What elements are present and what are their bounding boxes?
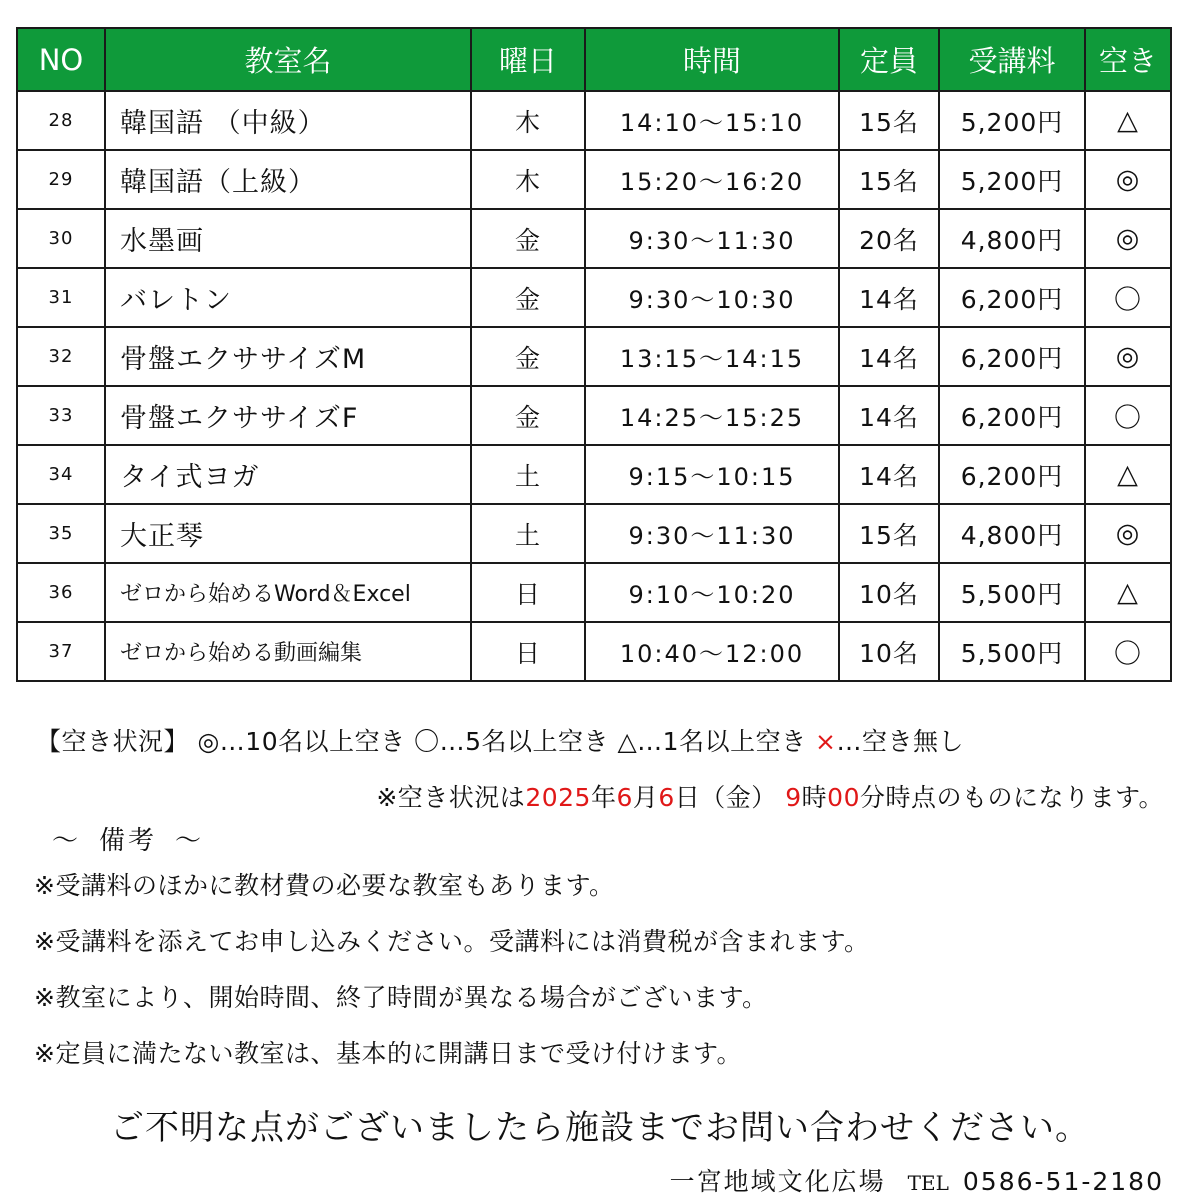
legend-few: △…1名以上空き [617,727,807,756]
availability-legend [36,722,964,758]
row-availability: 〇 [1085,268,1171,327]
row-no: 33 [17,386,105,445]
row-class-name: タイ式ヨガ [105,445,471,504]
row-day: 金 [471,327,585,386]
row-fee: 4,800円 [939,504,1085,563]
row-day: 木 [471,150,585,209]
row-fee: 6,200円 [939,386,1085,445]
row-fee: 6,200円 [939,445,1085,504]
row-class-name: 韓国語（上級） [105,150,471,209]
row-capacity: 10名 [839,622,939,681]
row-fee: 5,500円 [939,563,1085,622]
status-note-month-unit: 月 [632,783,659,812]
row-class-name: 骨盤エクササイズM [105,327,471,386]
tel-icon: TEL [907,1171,949,1195]
row-no: 29 [17,150,105,209]
row-class-name: 大正琴 [105,504,471,563]
legend-plenty: ◎…10名以上空き [197,727,406,756]
table-row [17,563,1171,622]
row-no: 28 [17,91,105,150]
row-availability: ◎ [1085,209,1171,268]
inquiry-message: ご不明な点がございましたら施設までお問い合わせください。 [110,1108,1090,1148]
table-row [17,622,1171,681]
header-fee: 受講料 [939,28,1085,91]
row-class-name: 骨盤エクササイズF [105,386,471,445]
row-capacity: 15名 [839,504,939,563]
row-fee: 5,200円 [939,91,1085,150]
row-day: 土 [471,445,585,504]
row-availability: ◎ [1085,327,1171,386]
row-time: 9:15～10:15 [585,445,839,504]
row-day: 日 [471,563,585,622]
row-time: 14:25～15:25 [585,386,839,445]
remarks-tilde-left: ～ [52,826,82,856]
status-note-minute: 00 [827,783,860,812]
row-day: 木 [471,91,585,150]
row-fee: 5,200円 [939,150,1085,209]
table-row [17,91,1171,150]
status-note-year-unit: 年 [590,783,617,812]
row-class-name: ゼロから始める動画編集 [105,622,471,681]
row-no: 30 [17,209,105,268]
row-fee: 4,800円 [939,209,1085,268]
status-note-hour: 9 [785,783,802,812]
row-capacity: 14名 [839,327,939,386]
remark-item: ※受講料を添えてお申し込みください。受講料には消費税が含まれます。 [34,927,870,956]
row-fee: 6,200円 [939,268,1085,327]
row-availability: 〇 [1085,386,1171,445]
legend-some: 〇…5名以上空き [414,727,609,756]
row-time: 15:20～16:20 [585,150,839,209]
row-no: 35 [17,504,105,563]
header-no: NO [17,28,105,91]
header-availability: 空き [1085,28,1171,91]
legend-none-mark: × [815,727,837,756]
remark-item: ※教室により、開始時間、終了時間が異なる場合がございます。 [34,983,768,1012]
row-day: 金 [471,386,585,445]
row-day: 日 [471,622,585,681]
row-capacity: 14名 [839,268,939,327]
row-no: 31 [17,268,105,327]
row-day: 金 [471,268,585,327]
remarks-tilde-right: ～ [175,826,205,856]
row-class-name: ゼロから始めるWord＆Excel [105,563,471,622]
row-no: 37 [17,622,105,681]
table-row [17,445,1171,504]
row-availability: △ [1085,91,1171,150]
remarks-heading-text: 備考 [99,826,158,856]
table-row [17,504,1171,563]
row-capacity: 15名 [839,91,939,150]
table-row [17,327,1171,386]
row-availability: ◎ [1085,150,1171,209]
row-availability: △ [1085,445,1171,504]
row-day: 金 [471,209,585,268]
facility-name: 一宮地域文化広場 [669,1167,886,1196]
row-no: 32 [17,327,105,386]
header-class-name: 教室名 [105,28,471,91]
status-note-day-unit: 日（金） [674,783,777,812]
status-as-of-note [376,778,1164,814]
row-time: 9:30～11:30 [585,504,839,563]
status-note-day: 6 [658,783,675,812]
row-no: 36 [17,563,105,622]
row-no: 34 [17,445,105,504]
status-note-hour-unit: 時 [801,783,828,812]
row-time: 9:10～10:20 [585,563,839,622]
phone-number: 0586-51-2180 [962,1167,1164,1196]
table-row [17,386,1171,445]
row-capacity: 15名 [839,150,939,209]
remarks-heading [34,820,222,857]
row-time: 13:15～14:15 [585,327,839,386]
row-availability: ◎ [1085,504,1171,563]
status-note-prefix: ※空き状況は [376,783,526,812]
table-header-row [17,28,1171,91]
row-fee: 5,500円 [939,622,1085,681]
row-capacity: 10名 [839,563,939,622]
status-note-month: 6 [616,783,633,812]
table-row [17,209,1171,268]
header-capacity: 定員 [839,28,939,91]
row-class-name: 韓国語 （中級） [105,91,471,150]
status-note-year: 2025 [525,783,591,812]
row-availability: △ [1085,563,1171,622]
header-time: 時間 [585,28,839,91]
row-time: 9:30～10:30 [585,268,839,327]
remark-item: ※受講料のほかに教材費の必要な教室もあります。 [34,871,615,900]
header-day: 曜日 [471,28,585,91]
row-capacity: 14名 [839,386,939,445]
status-note-suffix: 分時点のものになります。 [859,783,1164,812]
class-schedule-table [16,27,1172,682]
row-time: 9:30～11:30 [585,209,839,268]
remarks-list [34,868,869,1092]
row-time: 10:40～12:00 [585,622,839,681]
row-capacity: 14名 [839,445,939,504]
table-row [17,268,1171,327]
table-row [17,150,1171,209]
legend-none-text: …空き無し [836,727,964,756]
row-class-name: バレトン [105,268,471,327]
footer-contact [670,1162,1164,1198]
row-capacity: 20名 [839,209,939,268]
remark-item: ※定員に満たない教室は、基本的に開講日まで受け付けます。 [34,1039,742,1068]
row-day: 土 [471,504,585,563]
row-fee: 6,200円 [939,327,1085,386]
legend-label: 【空き状況】 [36,727,190,756]
row-time: 14:10～15:10 [585,91,839,150]
row-class-name: 水墨画 [105,209,471,268]
row-availability: 〇 [1085,622,1171,681]
